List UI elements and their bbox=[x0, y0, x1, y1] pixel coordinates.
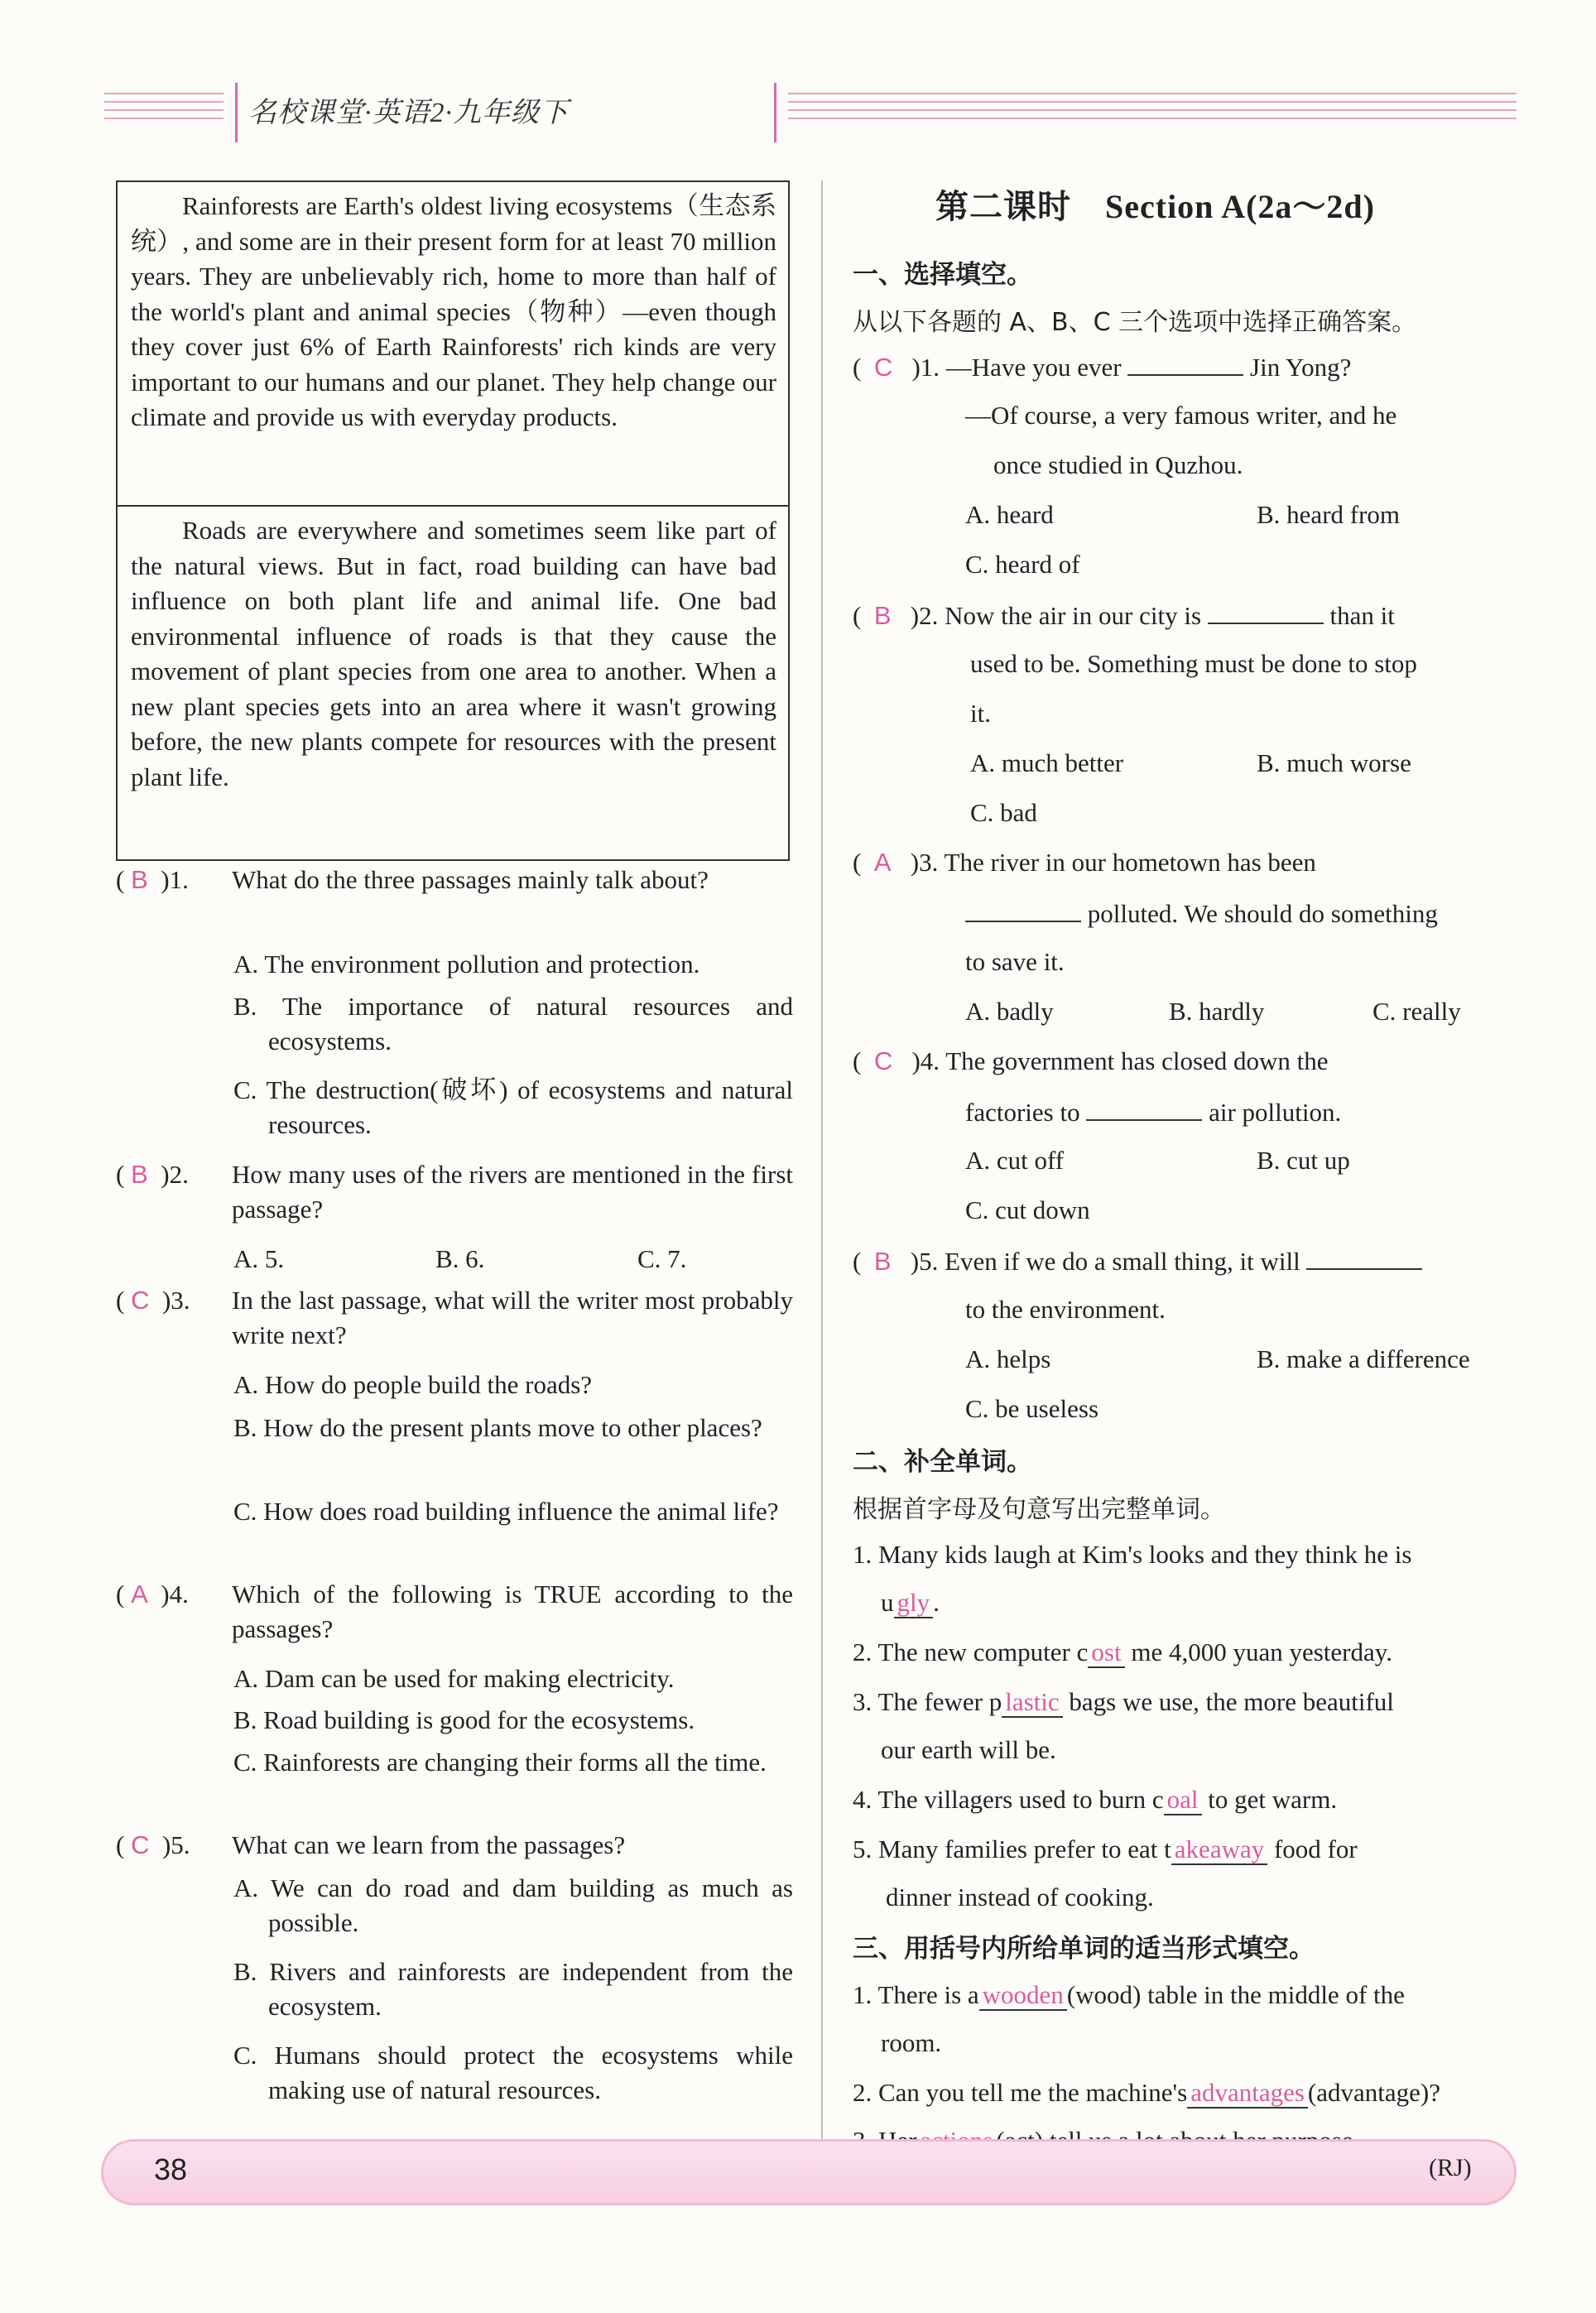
answer-fill: ost bbox=[1088, 1637, 1124, 1668]
edition-label: (RJ) bbox=[1429, 2154, 1472, 2181]
page-number: 38 bbox=[154, 2152, 188, 2186]
answer-bracket: ( B )1. bbox=[116, 865, 189, 894]
question-stem: How many uses of the rivers are mentioned in the first passage? bbox=[232, 1160, 793, 1224]
question-stem: Which of the following is TRUE according to the passages? bbox=[232, 1580, 793, 1643]
question-stem: What can we learn from the passages? bbox=[232, 1830, 626, 1859]
option-b: B. make a difference bbox=[1257, 1344, 1470, 1373]
answer-fill: gly bbox=[894, 1588, 934, 1618]
reading-question-1 bbox=[116, 863, 793, 897]
mc-question-line: used to be. Something must be done to stop bbox=[970, 649, 1417, 678]
answer-fill: wooden bbox=[979, 1980, 1067, 2011]
header-divider-left bbox=[235, 83, 238, 142]
passage-roads bbox=[116, 505, 790, 861]
section-1-instructions: 从以下各题的 A、B、C 三个选项中选择正确答案。 bbox=[853, 308, 1417, 337]
passage-rainforests bbox=[116, 180, 790, 507]
option-c: C. cut down bbox=[965, 1195, 1090, 1224]
word-item-5-cont: dinner instead of cooking. bbox=[886, 1883, 1154, 1911]
mc-question-line: factories to air pollution. bbox=[965, 1094, 1341, 1129]
answer-blank bbox=[1086, 1094, 1202, 1121]
passage-text: Roads are everywhere and sometimes seem like part of the natural views. But in fact, road building can have bad influence on both plant life and animal life. One bad environmental influence of roads is that they cause the movement of plant species from one area to another. When a new plant species gets into an area where it wasn't growing before, the new plants compete for resources with the present plant life. bbox=[131, 516, 776, 791]
option-a: A. helps bbox=[965, 1344, 1051, 1373]
footer-bar bbox=[101, 2139, 1517, 2205]
option-a: A. cut off bbox=[965, 1146, 1065, 1175]
mc-question-5: ( B )5. Even if we do a small thing, it will bbox=[853, 1243, 1422, 1278]
option-a: A. badly bbox=[965, 997, 1054, 1026]
answer-letter: B bbox=[873, 601, 892, 630]
option-a: A. heard bbox=[965, 500, 1054, 529]
option-c: C. really bbox=[1372, 997, 1461, 1026]
answer-fill: lastic bbox=[1002, 1687, 1062, 1718]
option-a: A. much better bbox=[970, 748, 1124, 777]
word-item-4: 4. The villagers used to burn c oal to get warm. bbox=[853, 1785, 1338, 1814]
option-b: B. 6. bbox=[435, 1244, 485, 1273]
option-b: B. much worse bbox=[1257, 748, 1411, 777]
reading-question-2: ( B )2. How many uses of the rivers are mentioned in the first passage? bbox=[116, 1157, 793, 1227]
option-b: B. How do the present plants move to other places? bbox=[233, 1413, 762, 1442]
word-item-3: 3. The fewer p lastic bags we use, the more beautiful bbox=[853, 1687, 1394, 1716]
word-item-3-cont: our earth will be. bbox=[881, 1735, 1056, 1764]
answer-letter: C bbox=[873, 1046, 893, 1075]
reading-question-5: ( C )5. What can we learn from the passages? bbox=[116, 1828, 793, 1863]
section-2-heading: 二、补全单词。 bbox=[853, 1447, 1032, 1477]
option-c: C. Rainforests are changing their forms all the time. bbox=[233, 1748, 767, 1777]
form-item-2: 2. Can you tell me the machine's advantages (advantage)? bbox=[853, 2078, 1440, 2107]
mc-question-line: to the environment. bbox=[965, 1295, 1166, 1324]
header-title: 名校课堂·英语2·九年级下 bbox=[248, 98, 569, 128]
answer-blank bbox=[1208, 598, 1324, 624]
section-2-instructions: 根据首字母及句意写出完整单词。 bbox=[853, 1495, 1225, 1524]
answer-letter: B bbox=[131, 1160, 148, 1189]
option-c: C. How does road building influence the animal life? bbox=[233, 1497, 779, 1526]
form-item-1-cont: room. bbox=[881, 2028, 942, 2057]
mc-question-line: polluted. We should do something bbox=[965, 896, 1438, 930]
mc-question-3: ( A )3. The river in our hometown has been bbox=[853, 848, 1316, 877]
question-stem: What do the three passages mainly talk about? bbox=[232, 865, 709, 894]
option-b: B. hardly bbox=[1169, 997, 1265, 1026]
reading-question-4: ( A )4. Which of the following is TRUE according to the passages? bbox=[116, 1577, 793, 1647]
answer-letter: A bbox=[131, 1580, 148, 1609]
option-c: C. bad bbox=[970, 798, 1037, 827]
word-item-2: 2. The new computer c ost me 4,000 yuan yesterday. bbox=[853, 1637, 1392, 1666]
word-item-5: 5. Many families prefer to eat t akeaway food for bbox=[853, 1835, 1358, 1863]
option-a: A. We can do road and dam building as much as possible. bbox=[233, 1873, 793, 1937]
answer-fill: oal bbox=[1164, 1785, 1202, 1815]
word-item-1: 1. Many kids laugh at Kim's looks and they think he is bbox=[853, 1540, 1412, 1569]
option-c: C. 7. bbox=[637, 1244, 687, 1273]
answer-fill: advantages bbox=[1187, 2078, 1308, 2109]
option-a: A. The environment pollution and protection. bbox=[233, 950, 700, 979]
option-a: A. 5. bbox=[233, 1244, 285, 1273]
mc-question-2: ( B )2. Now the air in our city is than it bbox=[853, 598, 1395, 632]
form-item-1: 1. There is a wooden (wood) table in the middle of the bbox=[853, 1980, 1405, 2009]
mc-question-line: once studied in Quzhou. bbox=[993, 450, 1243, 479]
header-divider-right bbox=[774, 83, 776, 142]
option-c: C. heard of bbox=[965, 550, 1080, 579]
answer-letter: C bbox=[131, 1830, 150, 1859]
answer-blank bbox=[1127, 349, 1243, 376]
question-stem: In the last passage, what will the writer most probably write next? bbox=[232, 1286, 793, 1349]
option-a: A. Dam can be used for making electricity. bbox=[233, 1664, 675, 1693]
header-decor-right bbox=[788, 93, 1517, 127]
word-item-1-cont: u gly . bbox=[881, 1588, 940, 1617]
section-3-heading: 三、用括号内所给单词的适当形式填空。 bbox=[853, 1934, 1315, 1964]
column-divider bbox=[821, 180, 823, 2142]
answer-letter: B bbox=[873, 1247, 892, 1276]
mc-question-1: ( C )1. —Have you ever Jin Yong? bbox=[853, 349, 1351, 384]
answer-blank bbox=[1306, 1243, 1422, 1270]
option-b: B. The importance of natural resources and ecosystems. bbox=[233, 992, 793, 1056]
header-decor-left bbox=[104, 93, 224, 127]
answer-blank bbox=[965, 896, 1081, 922]
option-b: B. heard from bbox=[1257, 500, 1401, 529]
option-b: B. Rivers and rainforests are independent from the ecosystem. bbox=[233, 1957, 793, 2021]
question-number: )1. bbox=[161, 865, 189, 894]
answer-letter: B bbox=[131, 865, 148, 894]
mc-question-4: ( C )4. The government has closed down the bbox=[853, 1046, 1329, 1075]
option-c: C. The destruction(破坏) of ecosystems and natural resources. bbox=[233, 1075, 793, 1139]
mc-question-line: —Of course, a very famous writer, and he bbox=[965, 401, 1397, 430]
lesson-title: 第二课时 Section A(2a～2d) bbox=[935, 188, 1375, 225]
mc-question-line: to save it. bbox=[965, 947, 1065, 976]
answer-letter: C bbox=[131, 1286, 150, 1315]
option-b: B. cut up bbox=[1257, 1146, 1350, 1175]
option-b: B. Road building is good for the ecosystems. bbox=[233, 1705, 695, 1734]
passage-text: Rainforests are Earth's oldest living ecosystems（生态系统）, and some are in their present form for at least 70 million years. They are unbelievably rich, home to more than half of the world's plant and animal species（物种）—even though they cover just 6% of Earth Rainforests' rich kinds are very important to our humans and our planet. They help change our climate and provide us with everyday products. bbox=[131, 191, 776, 431]
reading-question-3: ( C )3. In the last passage, what will the writer most probably write next? bbox=[116, 1283, 793, 1353]
option-c: C. be useless bbox=[965, 1394, 1099, 1423]
option-a: A. How do people build the roads? bbox=[233, 1370, 593, 1399]
mc-question-line: it. bbox=[970, 699, 991, 728]
answer-letter: C bbox=[873, 353, 893, 382]
option-c: C. Humans should protect the ecosystems while making use of natural resources. bbox=[233, 2041, 793, 2104]
section-1-heading: 一、选择填空。 bbox=[853, 260, 1032, 290]
answer-letter: A bbox=[873, 848, 892, 877]
answer-fill: akeaway bbox=[1171, 1835, 1267, 1865]
